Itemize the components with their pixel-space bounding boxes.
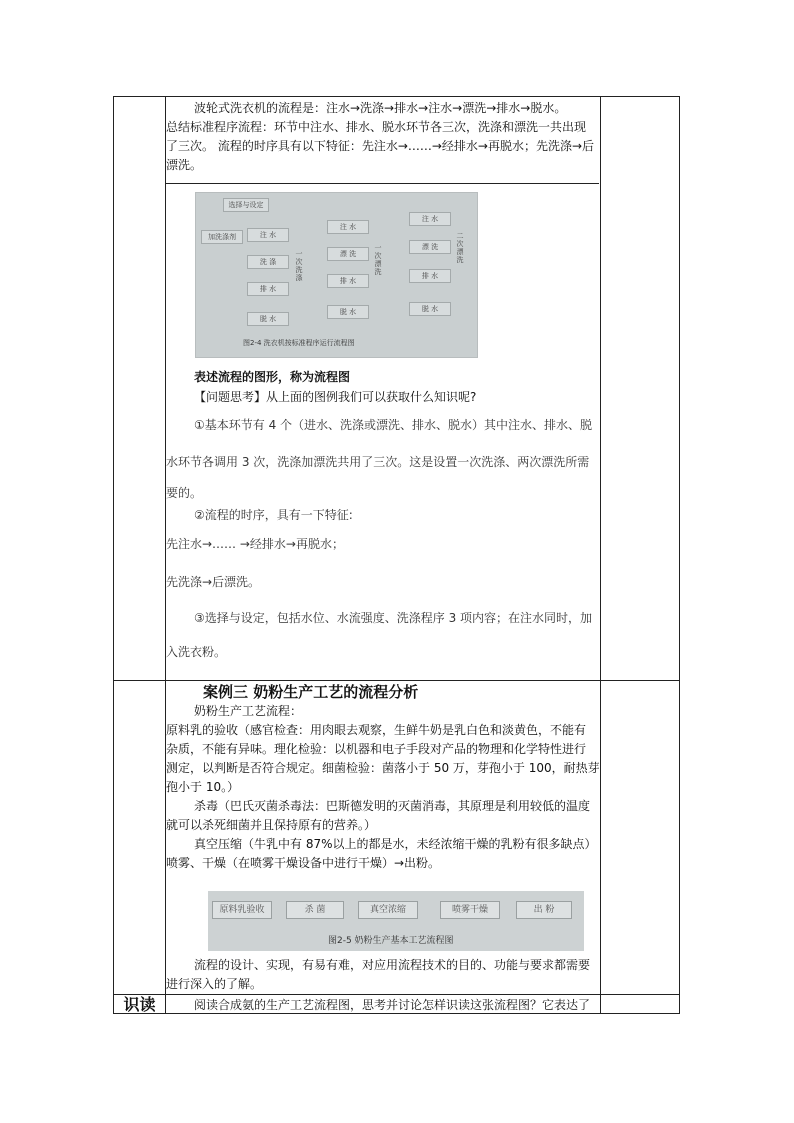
text-line: 孢小于 10。）	[166, 780, 240, 794]
flow-label: 一次漂洗	[374, 244, 382, 276]
column-divider-right	[600, 97, 601, 1013]
answer-line: 先注水→…… →经排水→再脱水；	[166, 537, 344, 551]
washer-flowchart-figure	[195, 192, 478, 358]
text-line: 奶粉生产工艺流程：	[194, 704, 303, 718]
washer-flow-text	[166, 99, 599, 175]
reading-task	[166, 996, 599, 1015]
text-line: 流程的设计、实现，有易有难，对应用流程技术的目的、功能与要求都需要	[194, 958, 591, 972]
answer-line: 先洗涤→后漂洗。	[166, 575, 261, 589]
answer-line: 水环节各调用 3 次，洗涤加漂洗共用了三次。这是设置一次洗涤、两次漂洗所需	[166, 455, 590, 469]
row-divider	[114, 994, 679, 995]
row-divider	[165, 183, 599, 184]
lesson-table	[113, 96, 680, 1014]
process-step: 喷雾干燥	[440, 901, 500, 919]
text-line: 喷雾、干燥（在喷雾干燥设备中进行干燥）→出粉。	[166, 856, 441, 870]
flow-label: 二次漂洗	[456, 232, 464, 264]
flow-box: 加洗涤剂	[201, 230, 243, 244]
section-heading: 表述流程的图形，称为流程图	[194, 370, 351, 384]
figure-caption: 图2-4 洗衣机按标准程序运行流程图	[243, 339, 355, 347]
flow-label: 一次洗涤	[295, 250, 303, 282]
milk-powder-case	[166, 682, 599, 873]
text-line: 杂质，不能有异味。理化检验：以机器和电子手段对产品的物理和化学特性进行	[166, 742, 587, 756]
process-step: 杀 菌	[286, 901, 344, 919]
flow-box: 注 水	[409, 212, 451, 226]
text-line: 测定，以判断是否符合规定。细菌检验：菌落小于 50 万，芽孢小于 100，耐热芽	[166, 761, 600, 775]
answer-line: ①基本环节有 4 个（进水、洗涤或漂洗、排水、脱水）其中注水、排水、脱	[194, 418, 593, 432]
answer-line: ③选择与设定，包括水位、水流强度、洗涤程序 3 项内容；在注水同时，加	[194, 611, 593, 625]
question-line: 【问题思考】从上面的图例我们可以获取什么知识呢?	[194, 390, 477, 404]
case-title: 案例三 奶粉生产工艺的流程分析	[203, 683, 419, 701]
process-step: 出 粉	[516, 901, 572, 919]
row-divider	[114, 680, 679, 681]
text-line: 了三次。 流程的时序具有以下特征：先注水→……→经排水→再脱水；先洗涤→后	[166, 139, 595, 153]
answer-line: ②流程的时序，具有一下特征:	[194, 508, 353, 522]
flowchart-explanation	[166, 367, 599, 662]
text-line: 杀毒（巴氏灭菌杀毒法：巴斯德发明的灭菌消毒，其原理是利用较低的温度	[194, 799, 591, 813]
flow-box: 排 水	[247, 282, 289, 296]
milk-powder-flowchart	[208, 891, 584, 951]
figure-caption: 图2-5 奶粉生产基本工艺流程图	[328, 936, 454, 946]
flow-box: 选择与设定	[223, 198, 269, 212]
flow-box: 脱 水	[327, 305, 369, 319]
answer-line: 要的。	[166, 486, 203, 500]
flow-box: 注 水	[247, 228, 289, 242]
text-line: 就可以杀死细菌并且保持原有的营养。）	[166, 818, 377, 832]
flow-box: 脱 水	[247, 312, 289, 326]
flow-box: 脱 水	[409, 302, 451, 316]
text-line: 总结标准程序流程：环节中注水、排水、脱水环节各三次，洗涤和漂洗一共出现	[166, 120, 587, 134]
text-line: 阅读合成氨的生产工艺流程图，思考并讨论怎样识读这张流程图？它表达了	[194, 998, 591, 1012]
text-line: 真空压缩（牛乳中有 87%以上的都是水，未经浓缩干燥的乳粉有很多缺点）	[194, 837, 597, 851]
process-step: 真空浓缩	[358, 901, 418, 919]
milk-powder-conclusion	[166, 956, 599, 994]
flow-box: 注 水	[327, 220, 369, 234]
flow-box: 洗 涤	[247, 255, 289, 269]
flow-box: 漂 洗	[327, 247, 369, 261]
text-line: 原料乳的验收（感官检查：用肉眼去观察，生鲜牛奶是乳白色和淡黄色，不能有	[166, 723, 587, 737]
text-line: 进行深入的了解。	[166, 977, 263, 991]
flow-box: 漂 洗	[409, 240, 451, 254]
text-line: 波轮式洗衣机的流程是：注水→洗涤→排水→注水→漂洗→排水→脱水。	[194, 101, 567, 115]
flow-box: 排 水	[327, 274, 369, 288]
process-step: 原料乳验收	[212, 901, 272, 919]
answer-line: 入洗衣粉。	[166, 645, 227, 659]
section-label: 识读	[123, 995, 156, 1014]
flow-box: 排 水	[409, 269, 451, 283]
text-line: 漂洗。	[166, 158, 203, 172]
